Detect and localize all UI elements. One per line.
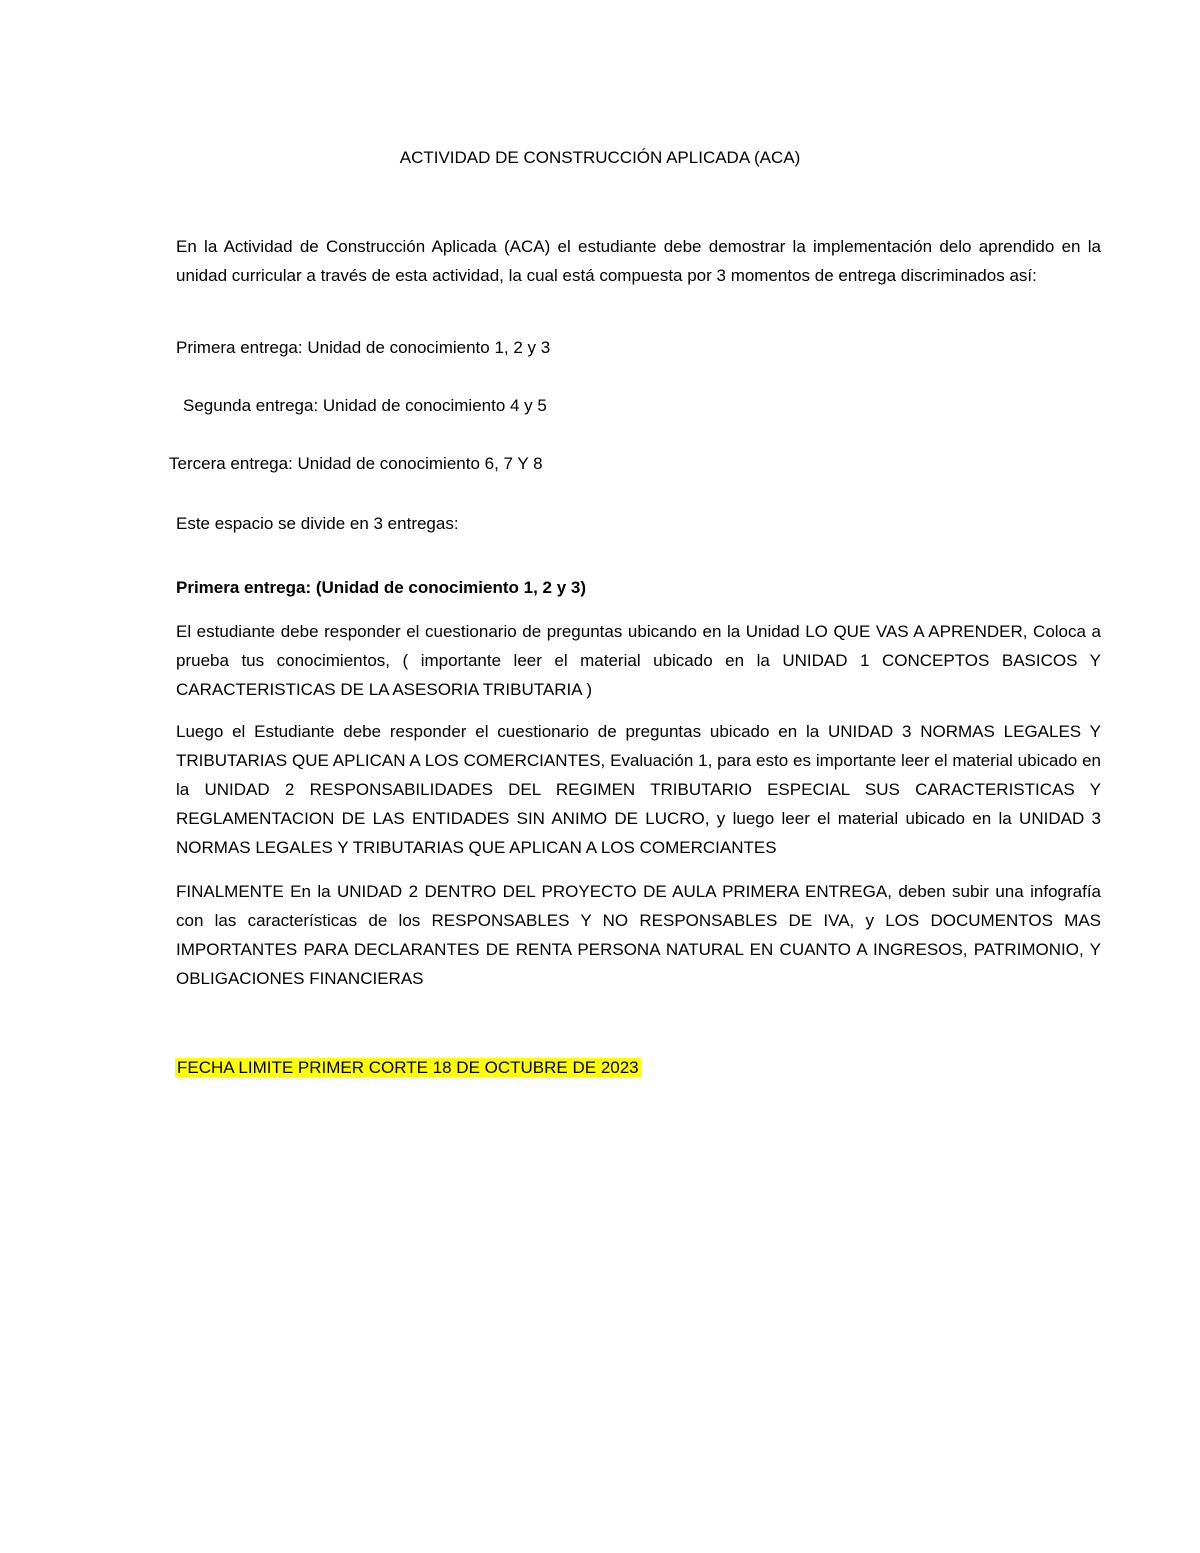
entrega-item-2: Segunda entrega: Unidad de conocimiento 4 y 5 — [183, 396, 547, 415]
paragraph-finalmente: FINALMENTE En la UNIDAD 2 DENTRO DEL PROYECTO DE AULA PRIMERA ENTREGA, deben subir una infografía con las características de los RESPONSABLES Y NO RESPONSABLES DE IVA, y LOS DOCUMENTOS MAS IMPORTANTES PARA DECLARANTES DE RENTA PERSONA NATURAL EN CUANTO A INGRESOS, PATRIMONIO, Y OBLIGACIONES FINANCIERAS — [176, 882, 1101, 988]
intro-paragraph: En la Actividad de Construcción Aplicada (ACA) el estudiante debe demostrar la implementación delo aprendido en la unidad curricular a través de esta actividad, la cual está compuesta por 3 momentos de entrega discriminados así: — [176, 237, 1101, 285]
entrega-item-1: Primera entrega: Unidad de conocimiento 1, 2 y 3 — [176, 338, 551, 357]
paragraph-evaluacion: Luego el Estudiante debe responder el cuestionario de preguntas ubicado en la UNIDAD 3 NORMAS LEGALES Y TRIBUTARIAS QUE APLICAN A LOS COMERCIANTES, Evaluación 1, para esto es importante leer el material ubicado en la UNIDAD 2 RESPONSABILIDADES DEL REGIMEN TRIBUTARIO ESPECIAL SUS CARACTERISTICAS Y REGLAMENTACION DE LAS ENTIDADES SIN ANIMO DE LUCRO, y luego leer el material ubicado en la UNIDAD 3 NORMAS LEGALES Y TRIBUTARIAS QUE APLICAN A LOS COMERCIANTES — [176, 722, 1101, 857]
primera-entrega-heading: Primera entrega: (Unidad de conocimiento 1, 2 y 3) — [176, 578, 586, 597]
document-title: ACTIVIDAD DE CONSTRUCCIÓN APLICADA (ACA) — [399, 148, 801, 167]
division-text: Este espacio se divide en 3 entregas: — [176, 514, 459, 533]
paragraph-cuestionario: El estudiante debe responder el cuestionario de preguntas ubicando en la Unidad LO QUE VAS A APRENDER, Coloca a prueba tus conocimientos, ( importante leer el material ubicado en la UNIDAD 1 CONCEPTOS BASICOS Y CARACTERISTICAS DE LA ASESORIA TRIBUTARIA ) — [176, 622, 1101, 699]
deadline-highlight: FECHA LIMITE PRIMER CORTE 18 DE OCTUBRE DE 2023 — [177, 1058, 639, 1077]
entrega-item-3: Tercera entrega: Unidad de conocimiento 6, 7 Y 8 — [169, 454, 543, 473]
deadline-line — [175, 1056, 641, 1080]
